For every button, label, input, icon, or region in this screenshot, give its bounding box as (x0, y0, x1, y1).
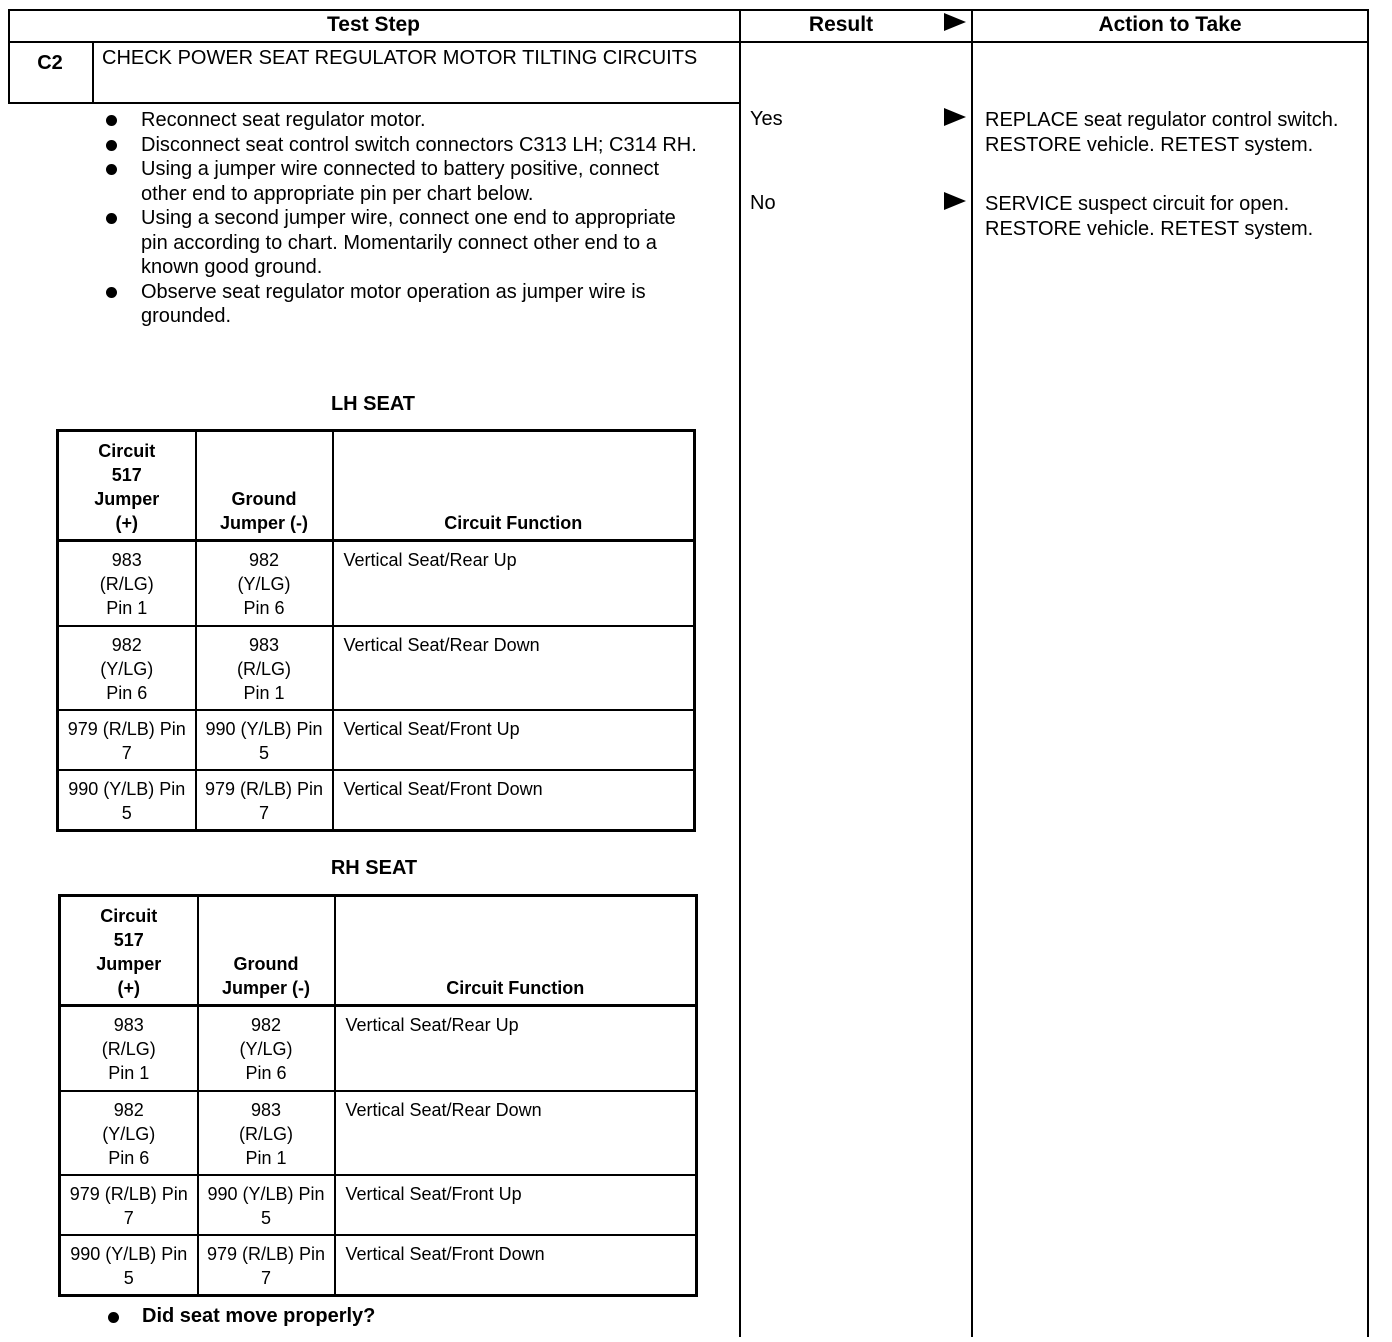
cell-function: Vertical Seat/Rear Down (335, 1091, 697, 1175)
col-header-function: Circuit Function (335, 896, 697, 1006)
cell-ground: 979 (R/LB) Pin 7 (196, 770, 333, 831)
cell-ground: 983 (R/LG) Pin 1 (198, 1091, 335, 1175)
cell-ground: 982 (Y/LG) Pin 6 (196, 541, 333, 626)
col-header-ground: Ground Jumper (-) (198, 896, 335, 1006)
instruction-item: Disconnect seat control switch connectors C313 LH; C314 RH. (100, 133, 700, 158)
rh-seat-table (58, 894, 698, 1297)
col-header-plus: Circuit 517 Jumper (+) (60, 896, 198, 1006)
lh-seat-title: LH SEAT (330, 393, 416, 415)
cell-function: Vertical Seat/Rear Down (333, 626, 695, 710)
result-no-arrow-icon (944, 192, 966, 210)
cell-ground: 983 (R/LG) Pin 1 (196, 626, 333, 710)
cell-plus: 979 (R/LB) Pin 7 (60, 1175, 198, 1235)
cell-ground: 990 (Y/LB) Pin 5 (198, 1175, 335, 1235)
cell-function: Vertical Seat/Front Up (333, 710, 695, 770)
col-divider-2 (971, 9, 973, 1337)
step-question: Did seat move properly? (104, 1305, 375, 1328)
cell-ground: 990 (Y/LB) Pin 5 (196, 710, 333, 770)
title-bottom-border (8, 102, 740, 104)
col-header-function: Circuit Function (333, 431, 695, 541)
header-result: Result (808, 13, 874, 36)
cell-function: Vertical Seat/Rear Up (335, 1006, 697, 1091)
instruction-item: Using a second jumper wire, connect one end to appropriate pin according to chart. Momentarily connect other end to a known good ground. (100, 206, 700, 280)
cell-ground: 979 (R/LB) Pin 7 (198, 1235, 335, 1296)
result-no: No (750, 192, 776, 214)
cell-function: Vertical Seat/Front Up (335, 1175, 697, 1235)
action-yes: REPLACE seat regulator control switch. RESTORE vehicle. RETEST system. (985, 109, 1339, 156)
col-header-ground: Ground Jumper (-) (196, 431, 333, 541)
header-action: Action to Take (1098, 13, 1242, 36)
cell-ground: 982 (Y/LG) Pin 6 (198, 1006, 335, 1091)
cell-plus: 979 (R/LB) Pin 7 (58, 710, 196, 770)
cell-function: Vertical Seat/Rear Up (333, 541, 695, 626)
result-yes-arrow-icon (944, 108, 966, 126)
cell-function: Vertical Seat/Front Down (333, 770, 695, 831)
step-id: C2 (37, 52, 63, 74)
id-divider (92, 41, 94, 103)
col-divider-1 (739, 9, 741, 1337)
cell-plus: 990 (Y/LB) Pin 5 (60, 1235, 198, 1296)
cell-plus: 990 (Y/LB) Pin 5 (58, 770, 196, 831)
lh-seat-table (56, 429, 696, 832)
header-test-step: Test Step (327, 13, 420, 36)
cell-plus: 983 (R/LG) Pin 1 (58, 541, 196, 626)
header-bottom-border (8, 41, 1369, 43)
cell-plus: 982 (Y/LG) Pin 6 (60, 1091, 198, 1175)
cell-plus: 982 (Y/LG) Pin 6 (58, 626, 196, 710)
instruction-item: Observe seat regulator motor operation as jumper wire is grounded. (100, 280, 700, 329)
diagnostic-table (8, 9, 1369, 1337)
step-title: CHECK POWER SEAT REGULATOR MOTOR TILTING CIRCUITS (102, 47, 698, 69)
cell-function: Vertical Seat/Front Down (335, 1235, 697, 1296)
result-yes: Yes (750, 108, 783, 130)
instruction-item: Reconnect seat regulator motor. (100, 108, 700, 133)
col-header-plus: Circuit 517 Jumper (+) (58, 431, 196, 541)
header-arrow-icon (944, 13, 966, 31)
rh-seat-title: RH SEAT (330, 857, 418, 879)
cell-plus: 983 (R/LG) Pin 1 (60, 1006, 198, 1091)
action-no: SERVICE suspect circuit for open. RESTORE vehicle. RETEST system. (985, 193, 1314, 240)
step-instructions (100, 108, 700, 329)
instruction-item: Using a jumper wire connected to battery positive, connect other end to appropriate pin per chart below. (100, 157, 700, 206)
